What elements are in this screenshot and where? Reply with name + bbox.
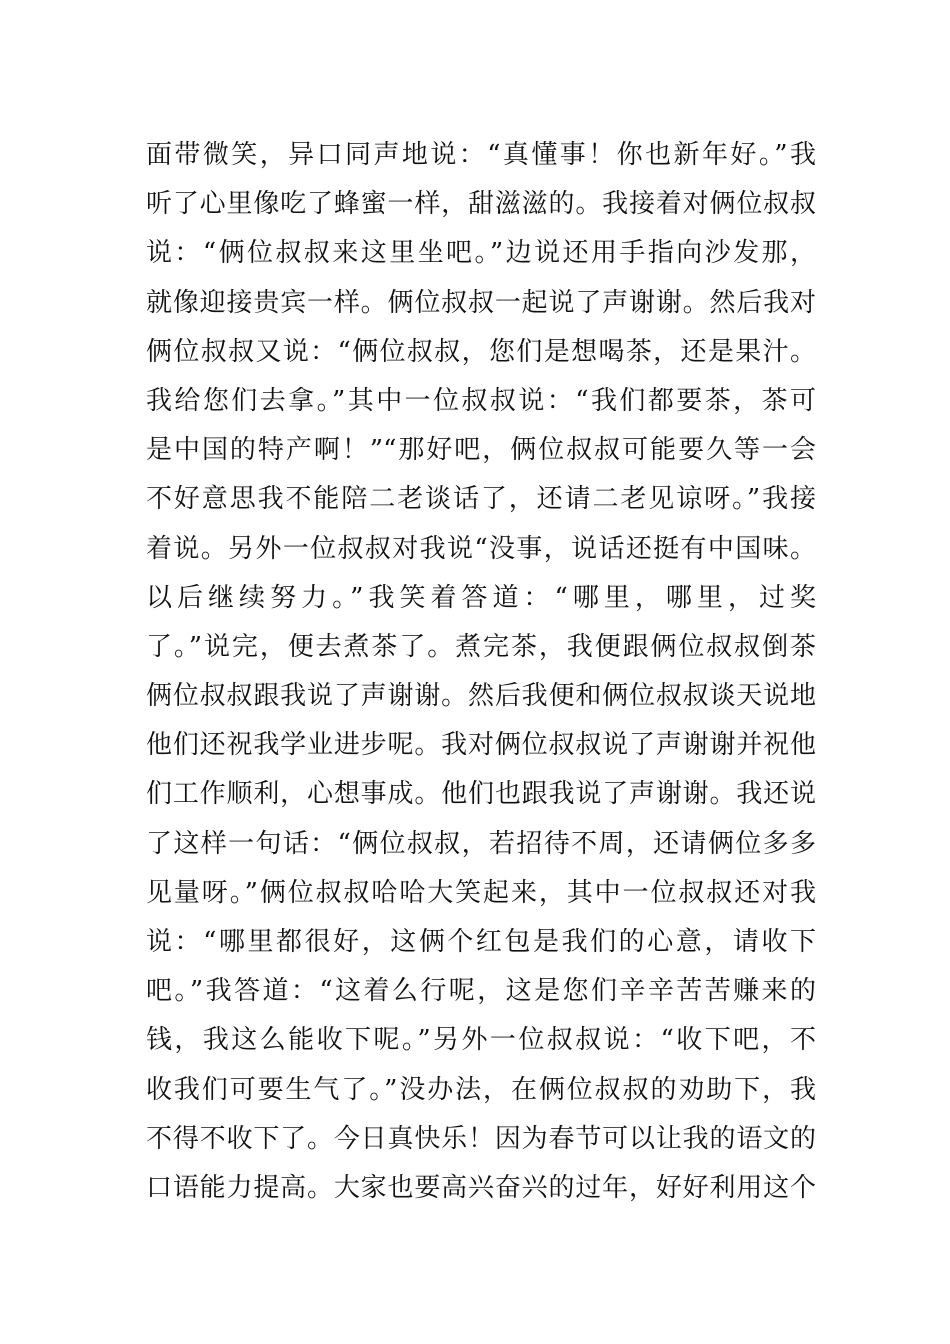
text-line: 以后继续努力。”我笑着答道：“哪里，哪里，过奖 — [146, 582, 816, 613]
text-line: 说：“哪里都很好，这俩个红包是我们的心意，请收下 — [146, 927, 816, 957]
text-line: 是中国的特产啊！”“那好吧，俩位叔叔可能要久等一会 — [146, 435, 816, 466]
text-line: 吧。”我答道：“这着么行呢，这是您们辛辛苦苦赚来的 — [146, 976, 816, 1007]
text-line: 我给您们去拿。”其中一位叔叔说：“我们都要茶，茶可 — [146, 385, 816, 416]
text-line: 钱，我这么能收下呢。”另外一位叔叔说：“收下吧，不 — [146, 1025, 816, 1056]
text-line: 口语能力提高。大家也要高兴奋兴的过年，好好利用这个 — [146, 1172, 816, 1203]
text-line: 们工作顺利，心想事成。他们也跟我说了声谢谢。我还说 — [146, 779, 816, 810]
text-line: 他们还祝我学业进步呢。我对俩位叔叔说了声谢谢并祝他 — [146, 730, 816, 761]
text-line: 见量呀。”俩位叔叔哈哈大笑起来，其中一位叔叔还对我 — [146, 877, 816, 908]
text-line: 不得不收下了。今日真快乐！因为春节可以让我的语文的 — [146, 1123, 816, 1154]
body-text — [146, 131, 816, 1213]
text-line: 了。”说完，便去煮茶了。煮完茶，我便跟俩位叔叔倒茶 — [146, 631, 816, 662]
text-line: 说：“俩位叔叔来这里坐吧。”边说还用手指向沙发那， — [146, 238, 816, 269]
text-line: 俩位叔叔跟我说了声谢谢。然后我便和俩位叔叔谈天说地 — [146, 681, 816, 712]
text-line: 了这样一句话：“俩位叔叔，若招待不周，还请俩位多多 — [146, 828, 816, 859]
text-line: 就像迎接贵宾一样。俩位叔叔一起说了声谢谢。然后我对 — [146, 287, 816, 318]
text-line: 面带微笑，异口同声地说：“真懂事！你也新年好。”我 — [146, 140, 816, 170]
text-line: 俩位叔叔又说：“俩位叔叔，您们是想喝茶，还是果汁。 — [146, 336, 816, 367]
text-line: 着说。另外一位叔叔对我说“没事，说话还挺有中国味。 — [146, 533, 816, 564]
text-line: 不好意思我不能陪二老谈话了，还请二老见谅呀。”我接 — [146, 484, 816, 515]
text-line: 听了心里像吃了蜂蜜一样，甜滋滋的。我接着对俩位叔叔 — [146, 189, 816, 220]
text-line: 收我们可要生气了。”没办法，在俩位叔叔的劝助下，我 — [146, 1074, 816, 1105]
